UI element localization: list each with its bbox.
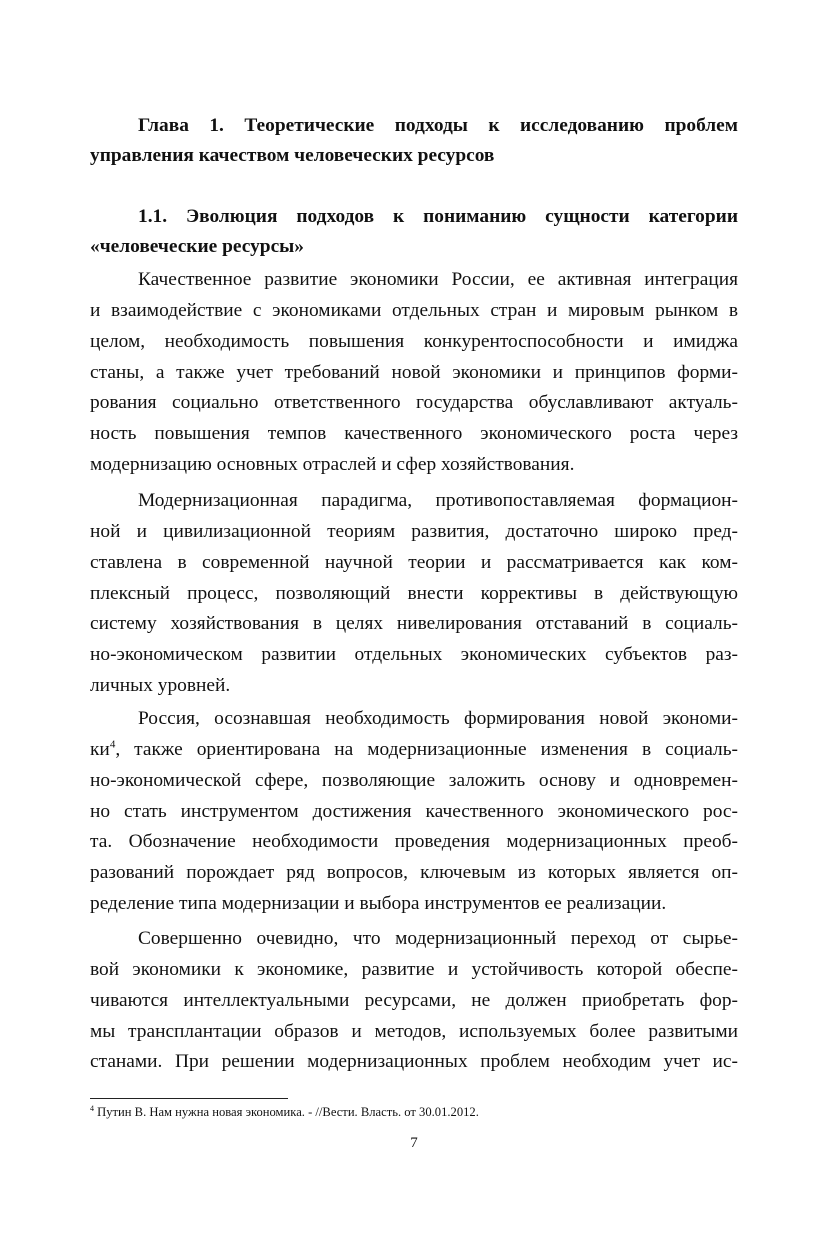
paragraph-line: ределение типа модернизации и выбора инструментов ее реализации. bbox=[90, 893, 667, 915]
chapter-heading-line-2: управления качеством человеческих ресурсов bbox=[90, 145, 495, 166]
paragraph-line: но-экономической сфере, позволяющие заложить основу и одновремен- bbox=[90, 769, 738, 791]
paragraph-line: но-экономическом развитии отдельных экономических субъектов раз- bbox=[90, 644, 738, 666]
paragraph-line: станами. При решении модернизационных проблем необходим учет ис- bbox=[90, 1051, 738, 1073]
paragraph-1 bbox=[90, 265, 738, 481]
paragraph-line: чиваются интеллектуальными ресурсами, не должен приобретать фор- bbox=[90, 989, 738, 1011]
footnote-marker: 4 bbox=[90, 1103, 94, 1113]
section-heading bbox=[90, 202, 738, 262]
paragraph-line: разований порождает ряд вопросов, ключевым из которых является оп- bbox=[90, 862, 738, 884]
paragraph-2 bbox=[90, 486, 738, 702]
paragraph-4 bbox=[90, 924, 738, 1078]
paragraph-line: Совершенно очевидно, что модернизационный переход от сырье- bbox=[138, 928, 738, 949]
section-heading-line-1: 1.1. Эволюция подходов к пониманию сущности категории bbox=[138, 206, 738, 227]
paragraph-line: модернизацию основных отраслей и сфер хозяйствования. bbox=[90, 454, 575, 476]
footnote-text: Путин В. Нам нужна новая экономика. - //Вести. Власть. от 30.01.2012. bbox=[97, 1105, 479, 1119]
paragraph-line: ставлена в современной научной теории и рассматривается как ком- bbox=[90, 551, 738, 573]
paragraph-line: Модернизационная парадигма, противопоставляемая формацион- bbox=[138, 490, 738, 511]
paragraph-line: и взаимодействие с экономиками отдельных стран и мировым рынком в bbox=[90, 299, 738, 321]
paragraph-line: та. Обозначение необходимости проведения модернизационных преоб- bbox=[90, 831, 738, 853]
paragraph-line: рования социально ответственного государства обуславливают актуаль- bbox=[90, 392, 738, 414]
paragraph-line: целом, необходимость повышения конкурентоспособности и имиджа bbox=[90, 330, 738, 352]
paragraph-line: личных уровней. bbox=[90, 675, 231, 697]
page-number: 7 bbox=[410, 1135, 418, 1151]
paragraph-line: Россия, осознавшая необходимость формирования новой экономи- bbox=[138, 708, 738, 729]
paragraph-text-fragment: , также ориентирована на модернизационные изменения в социаль- bbox=[115, 738, 738, 760]
paragraph-line: но стать инструментом достижения качественного экономического рос- bbox=[90, 800, 738, 822]
paragraph-line: станы, а также учет требований новой экономики и принципов форми- bbox=[90, 361, 738, 383]
footnote-reference[interactable]: 4 bbox=[109, 738, 116, 751]
paragraph-line: мы трансплантации образов и методов, используемых более развитыми bbox=[90, 1020, 738, 1042]
paragraph-line: ность повышения темпов качественного экономического роста через bbox=[90, 423, 738, 445]
footnote-separator bbox=[90, 1098, 288, 1099]
paragraph-text-fragment: ки bbox=[90, 738, 110, 760]
chapter-heading bbox=[90, 111, 738, 171]
section-heading-line-2: «человеческие ресурсы» bbox=[90, 236, 305, 257]
paragraph-line: ной и цивилизационной теориям развития, достаточно широко пред- bbox=[90, 520, 738, 542]
chapter-heading-line-1: Глава 1. Теоретические подходы к исследованию проблем bbox=[138, 115, 738, 136]
footnote bbox=[90, 1104, 479, 1120]
paragraph-line: Качественное развитие экономики России, ее активная интеграция bbox=[138, 269, 738, 290]
paragraph-line: систему хозяйствования в целях нивелирования отставаний в социаль- bbox=[90, 613, 738, 635]
paragraph-line-with-footnote bbox=[90, 735, 738, 766]
paragraph-line: плексный процесс, позволяющий внести коррективы в действующую bbox=[90, 582, 738, 604]
paragraph-line: вой экономики к экономике, развитие и устойчивость которой обеспе- bbox=[90, 958, 738, 980]
paragraph-3 bbox=[90, 704, 738, 920]
